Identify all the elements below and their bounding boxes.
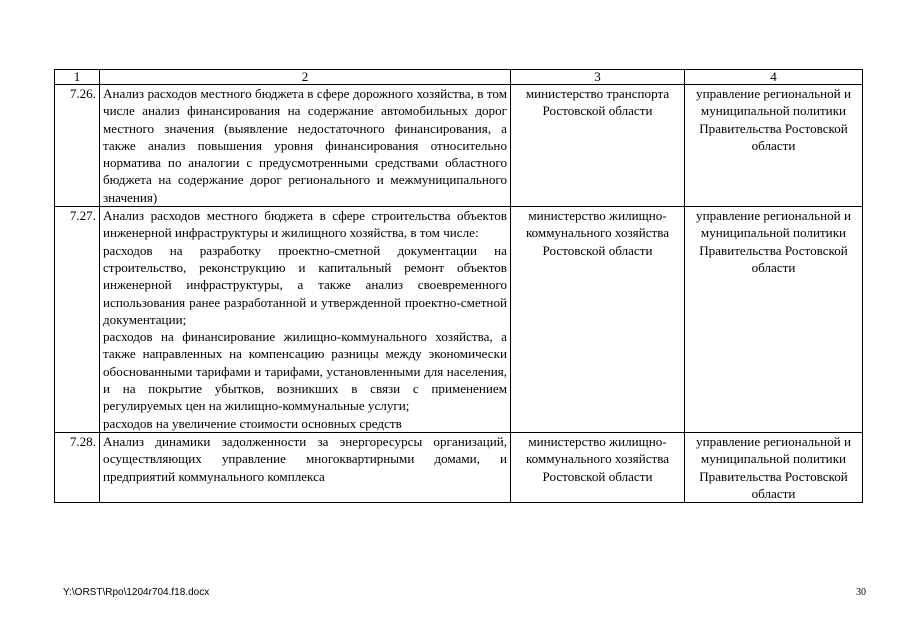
description-paragraph: расходов на увеличение стоимости основных средств	[103, 415, 402, 431]
table-row	[55, 207, 863, 433]
description-paragraph: Анализ расходов местного бюджета в сфере строительства объектов инженерной инфраструктуры и жилищного хозяйства, в том числе:	[103, 208, 507, 241]
column-header-3: 3	[511, 70, 685, 85]
table-row	[55, 85, 863, 207]
row-executor: министерство жилищно-коммунального хозяйства Ростовской области	[511, 432, 685, 502]
row-coexecutor: управление региональной и муниципальной политики Правительства Ростовской области	[685, 432, 863, 502]
row-description	[100, 207, 511, 433]
column-header-2: 2	[100, 70, 511, 85]
row-executor: министерство жилищно-коммунального хозяйства Ростовской области	[511, 207, 685, 433]
table-header-row	[55, 70, 863, 85]
row-number: 7.26.	[55, 85, 100, 207]
row-number: 7.28.	[55, 432, 100, 502]
row-executor: министерство транспорта Ростовской области	[511, 85, 685, 207]
table-row	[55, 432, 863, 502]
footer-page-number: 30	[856, 587, 866, 598]
row-number: 7.27.	[55, 207, 100, 433]
document-table	[54, 69, 863, 503]
row-coexecutor: управление региональной и муниципальной политики Правительства Ростовской области	[685, 85, 863, 207]
footer-file-path: Y:\ORST\Rpo\1204r704.f18.docx	[63, 587, 210, 598]
row-coexecutor: управление региональной и муниципальной политики Правительства Ростовской области	[685, 207, 863, 433]
description-paragraph: расходов на финансирование жилищно-коммунального хозяйства, а также направленных на компенсацию разницы между экономически обоснованными тарифами и тарифами, установленными для населения, и на покрытие убытков, возникших в связи с применением регулируемых цен на жилищно-коммунальные услуги;	[103, 329, 507, 414]
column-header-4: 4	[685, 70, 863, 85]
description-paragraph: Анализ динамики задолженности за энергоресурсы организаций, осуществляющих управление многоквартирными домами, и предприятий коммунального комплекса	[103, 433, 507, 484]
row-description	[100, 85, 511, 207]
description-paragraph: расходов на разработку проектно-сметной документации на строительство, реконструкцию и капитальный ремонт объектов инженерной инфраструктуры, а также анализ своевременного использования ранее разработанной и утвержденной проектно-сметной документации;	[103, 242, 507, 327]
row-description	[100, 432, 511, 502]
column-header-1: 1	[55, 70, 100, 85]
description-paragraph: Анализ расходов местного бюджета в сфере дорожного хозяйства, в том числе анализ финансирования на содержание автомобильных дорог местного значения (выявление недостаточного финансирования, а также анализ повышения уровня финансирования относительно норматива по аналогии с предусмотренными средствами областного бюджета на содержание дорог регионального и межмуниципального значения)	[103, 86, 507, 205]
